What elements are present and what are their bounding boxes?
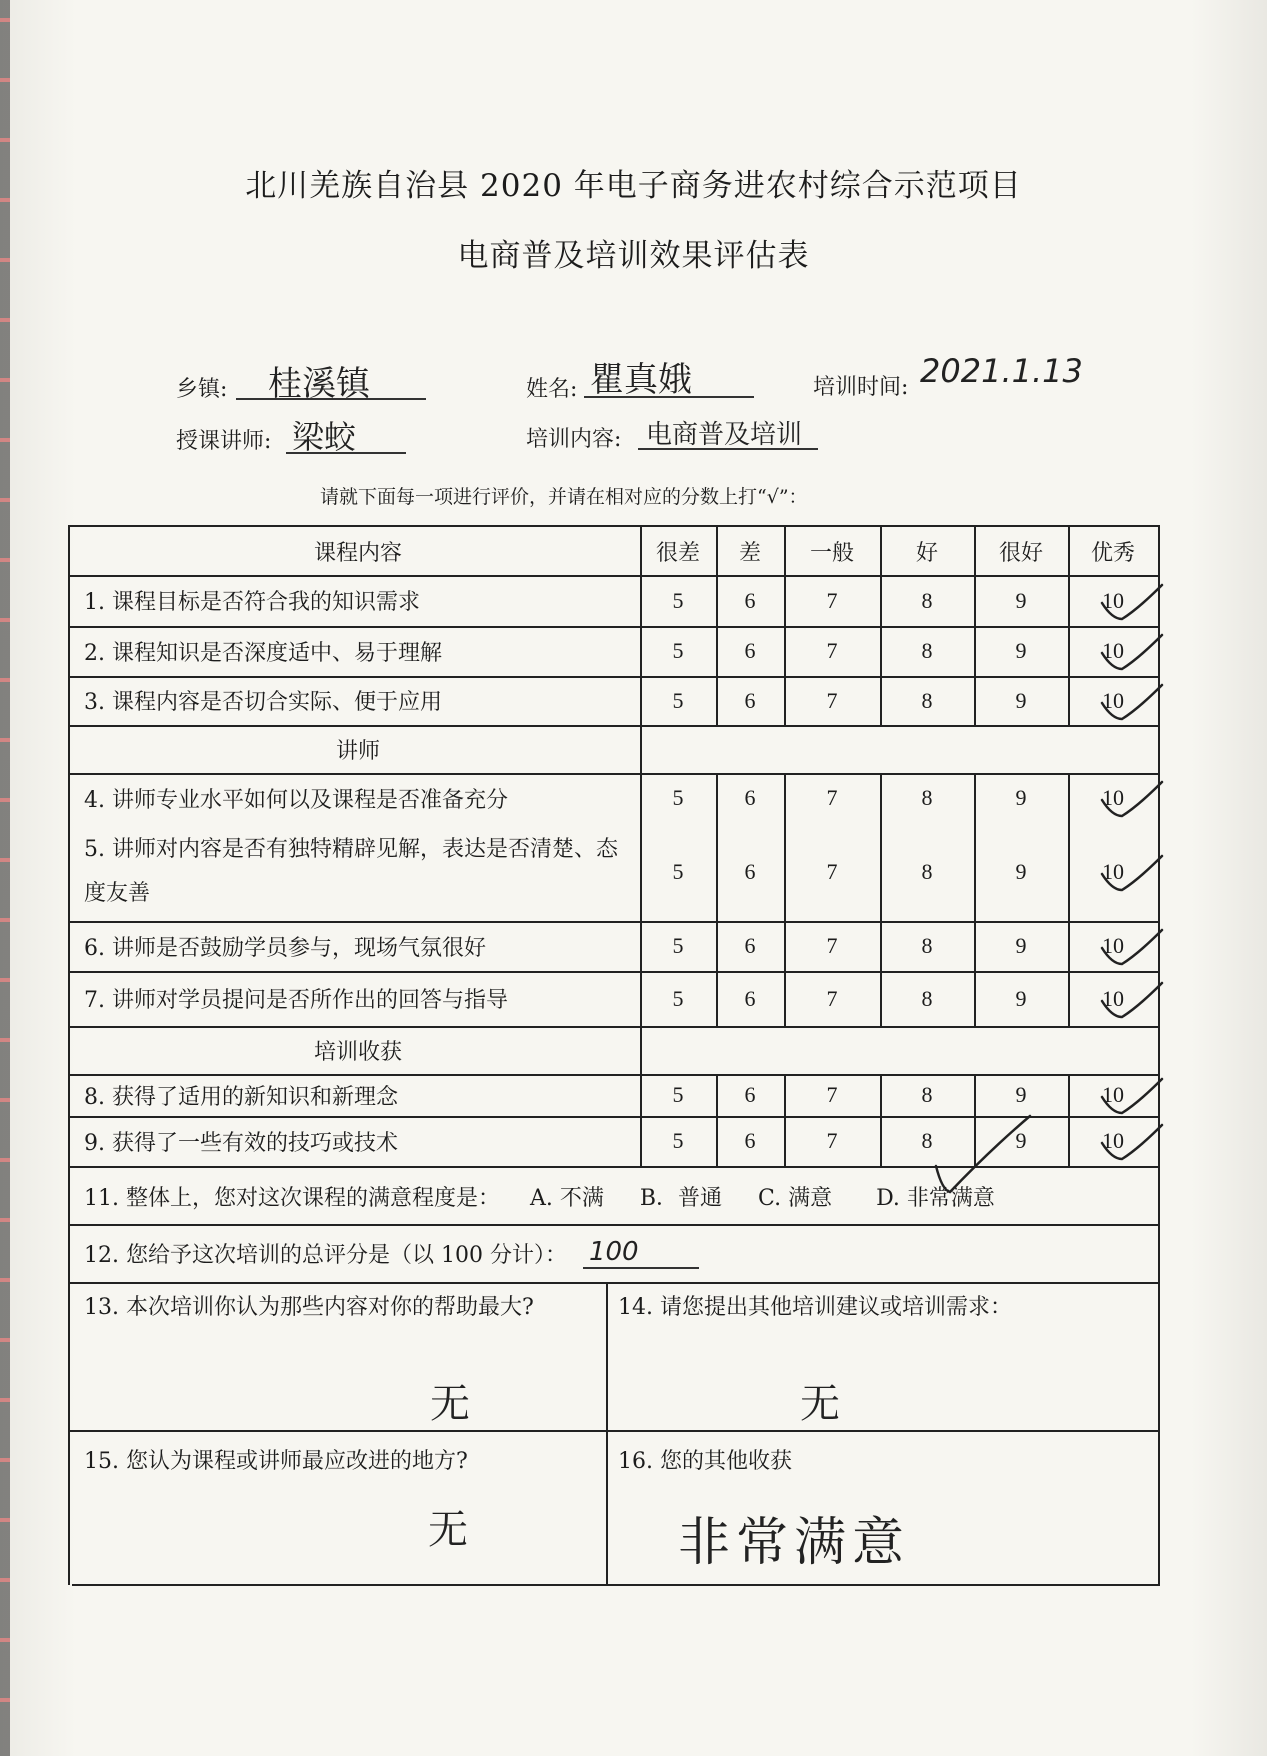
score-q5-8[interactable]: 8 xyxy=(921,859,933,884)
score-q1-9[interactable]: 9 xyxy=(1015,587,1027,613)
q11-option-b[interactable]: B．普通 xyxy=(639,1185,723,1211)
town-label: 乡镇: xyxy=(176,377,228,402)
score-q3-8[interactable]: 8 xyxy=(921,687,933,713)
teacher-label: 授课讲师: xyxy=(176,429,272,454)
score-q9-6[interactable]: 6 xyxy=(744,1128,756,1153)
time-value: 2021.1.13 xyxy=(920,352,1083,390)
score-q8-10[interactable]: 10 xyxy=(1102,1082,1124,1107)
checkmark-icon xyxy=(1098,977,1168,1025)
question-7-text: 7. 讲师对学员提问是否所作出的回答与指导 xyxy=(84,988,508,1013)
q14-text: 14. 请您提出其他培训建议或培训需求： xyxy=(618,1295,1012,1320)
checkmark-icon xyxy=(1098,776,1168,824)
score-q6-10[interactable]: 10 xyxy=(1102,933,1124,958)
checkmark-option-d-icon xyxy=(930,1110,1050,1200)
q11-option-a[interactable]: A. 不满 xyxy=(529,1185,604,1211)
q11-text: 11. 整体上，您对这次课程的满意程度是： xyxy=(84,1185,500,1211)
score-q2-6[interactable]: 6 xyxy=(744,638,756,663)
score-q3-10[interactable]: 10 xyxy=(1102,687,1124,713)
score-q6-6[interactable]: 6 xyxy=(744,933,756,958)
score-q3-7[interactable]: 7 xyxy=(826,687,838,713)
header-average: 一般 xyxy=(809,539,854,565)
score-q8-8[interactable]: 8 xyxy=(921,1082,933,1107)
score-q7-6[interactable]: 6 xyxy=(744,985,756,1011)
q12-row xyxy=(76,1225,1076,1281)
checkmark-icon xyxy=(1098,850,1168,898)
section-gain: 培训收获 xyxy=(313,1039,402,1065)
q11-option-d[interactable]: D. 非常满意 xyxy=(876,1185,995,1211)
checkmark-icon xyxy=(1098,1119,1168,1167)
section-divider-1 xyxy=(640,725,642,773)
table-border-left xyxy=(68,525,70,1585)
score-q7-10[interactable]: 10 xyxy=(1102,985,1124,1011)
question-4-text: 4. 讲师专业水平如何以及课程是否准备充分 xyxy=(84,787,508,813)
score-q9-10[interactable]: 10 xyxy=(1102,1128,1124,1153)
score-q2-9[interactable]: 9 xyxy=(1015,638,1027,663)
score-q6-7[interactable]: 7 xyxy=(826,933,838,958)
name-label: 姓名: xyxy=(526,377,578,402)
town-value: 桂溪镇 xyxy=(268,364,370,404)
score-q9-8[interactable]: 8 xyxy=(921,1128,933,1153)
score-q4-10[interactable]: 10 xyxy=(1102,785,1124,810)
score-q4-6[interactable]: 6 xyxy=(744,785,756,810)
q14-answer[interactable]: 无 xyxy=(800,1381,840,1427)
score-q3-5[interactable]: 5 xyxy=(672,687,684,713)
score-q2-10[interactable]: 10 xyxy=(1102,638,1124,663)
checkmark-icon xyxy=(1098,1073,1168,1121)
teacher-underline xyxy=(286,452,406,454)
section-lecturer: 讲师 xyxy=(335,738,380,764)
header-very-good: 很好 xyxy=(998,539,1043,565)
question-9-text: 9. 获得了一些有效的技巧或技术 xyxy=(84,1130,398,1156)
q16-answer[interactable]: 非常满意 xyxy=(678,1513,911,1573)
question-3-text: 3. 课程内容是否切合实际、便于应用 xyxy=(84,690,442,715)
score-q3-6[interactable]: 6 xyxy=(744,687,756,713)
name-value: 瞿真娥 xyxy=(590,360,692,400)
question-6-text: 6. 讲师是否鼓励学员参与，现场气氛很好 xyxy=(84,935,486,961)
time-label: 培训时间: xyxy=(813,375,909,400)
content-label: 培训内容: xyxy=(526,427,622,452)
score-q7-7[interactable]: 7 xyxy=(826,985,838,1011)
header-very-poor: 很差 xyxy=(655,539,700,565)
score-q1-8[interactable]: 8 xyxy=(921,587,933,613)
score-q2-8[interactable]: 8 xyxy=(921,638,933,663)
header-course-content: 课程内容 xyxy=(313,540,402,566)
score-q6-8[interactable]: 8 xyxy=(921,933,933,958)
q15-text: 15. 您认为课程或讲师最应改进的地方? xyxy=(84,1449,468,1474)
name-underline xyxy=(584,396,754,398)
score-q1-10[interactable]: 10 xyxy=(1102,587,1124,613)
header-good: 好 xyxy=(915,539,938,565)
table-border-bottom xyxy=(72,1584,1160,1586)
question-5-text: 5. 讲师对内容是否有独特精辟见解，表达是否清楚、态度友善 xyxy=(84,837,618,906)
score-q7-5[interactable]: 5 xyxy=(672,985,684,1011)
q16-text: 16. 您的其他收获 xyxy=(618,1449,792,1474)
score-q4-5[interactable]: 5 xyxy=(672,785,684,810)
q11-option-c[interactable]: C. 满意 xyxy=(758,1185,833,1211)
q13-text: 13. 本次培训你认为那些内容对你的帮助最大? xyxy=(84,1295,534,1320)
score-q6-9[interactable]: 9 xyxy=(1015,933,1027,958)
section-divider-2 xyxy=(640,1026,642,1074)
question-2-text: 2. 课程知识是否深度适中、易于理解 xyxy=(84,640,442,666)
q13-answer[interactable]: 无 xyxy=(430,1381,470,1427)
q12-text: 12. 您给予这次培训的总评分是（以 100 分计）： xyxy=(84,1242,567,1268)
checkmark-icon xyxy=(1098,629,1168,677)
score-q1-6[interactable]: 6 xyxy=(744,587,756,613)
header-excellent: 优秀 xyxy=(1090,539,1135,565)
score-q4-7[interactable]: 7 xyxy=(826,785,838,810)
checkmark-icon xyxy=(1098,579,1168,627)
question-8-text: 8. 获得了适用的新知识和新理念 xyxy=(84,1084,398,1110)
score-q8-6[interactable]: 6 xyxy=(744,1082,756,1107)
score-q9-7[interactable]: 7 xyxy=(826,1128,838,1153)
table-vline-mid xyxy=(606,1282,608,1584)
score-q5-9[interactable]: 9 xyxy=(1015,859,1027,884)
score-q5-5[interactable]: 5 xyxy=(672,859,684,884)
score-q6-5[interactable]: 5 xyxy=(672,933,684,958)
score-q1-7[interactable]: 7 xyxy=(826,587,838,613)
score-q5-6[interactable]: 6 xyxy=(744,859,756,884)
score-q9-9[interactable]: 9 xyxy=(1015,1128,1027,1153)
form-title-line2: 电商普及培训效果评估表 xyxy=(457,238,810,274)
checkmark-icon xyxy=(1098,679,1168,727)
score-q5-10[interactable]: 10 xyxy=(1102,859,1124,884)
score-q7-9[interactable]: 9 xyxy=(1015,985,1027,1011)
score-q2-5[interactable]: 5 xyxy=(672,638,684,663)
form-title-line1: 北川羌族自治县 2020 年电子商务进农村综合示范项目 xyxy=(245,168,1022,204)
teacher-value: 梁蛟 xyxy=(292,418,357,456)
score-q4-8[interactable]: 8 xyxy=(921,785,933,810)
score-q8-9[interactable]: 9 xyxy=(1015,1082,1027,1107)
table-hline-12 xyxy=(68,1282,1158,1284)
q15-answer[interactable]: 无 xyxy=(428,1507,468,1553)
instruction-text: 请就下面每一项进行评价，并请在相对应的分数上打“√”： xyxy=(320,486,808,508)
score-q5-7[interactable]: 7 xyxy=(826,859,838,884)
score-q2-7[interactable]: 7 xyxy=(826,638,838,663)
score-q9-5[interactable]: 5 xyxy=(672,1128,684,1153)
score-q3-9[interactable]: 9 xyxy=(1015,687,1027,713)
score-q4-9[interactable]: 9 xyxy=(1015,785,1027,810)
q12-answer[interactable]: 100 xyxy=(583,1237,699,1269)
content-value: 电商普及培训 xyxy=(646,420,803,450)
town-underline xyxy=(236,398,426,400)
question-1-text: 1. 课程目标是否符合我的知识需求 xyxy=(84,590,420,615)
score-q1-5[interactable]: 5 xyxy=(672,587,684,613)
score-q8-5[interactable]: 5 xyxy=(672,1082,684,1107)
q11-row xyxy=(76,1168,1076,1224)
score-q8-7[interactable]: 7 xyxy=(826,1082,838,1107)
score-q7-8[interactable]: 8 xyxy=(921,985,933,1011)
content-underline xyxy=(638,448,818,450)
header-poor: 差 xyxy=(738,539,761,565)
checkmark-icon xyxy=(1098,924,1168,972)
table-hline-13 xyxy=(68,1430,1158,1432)
